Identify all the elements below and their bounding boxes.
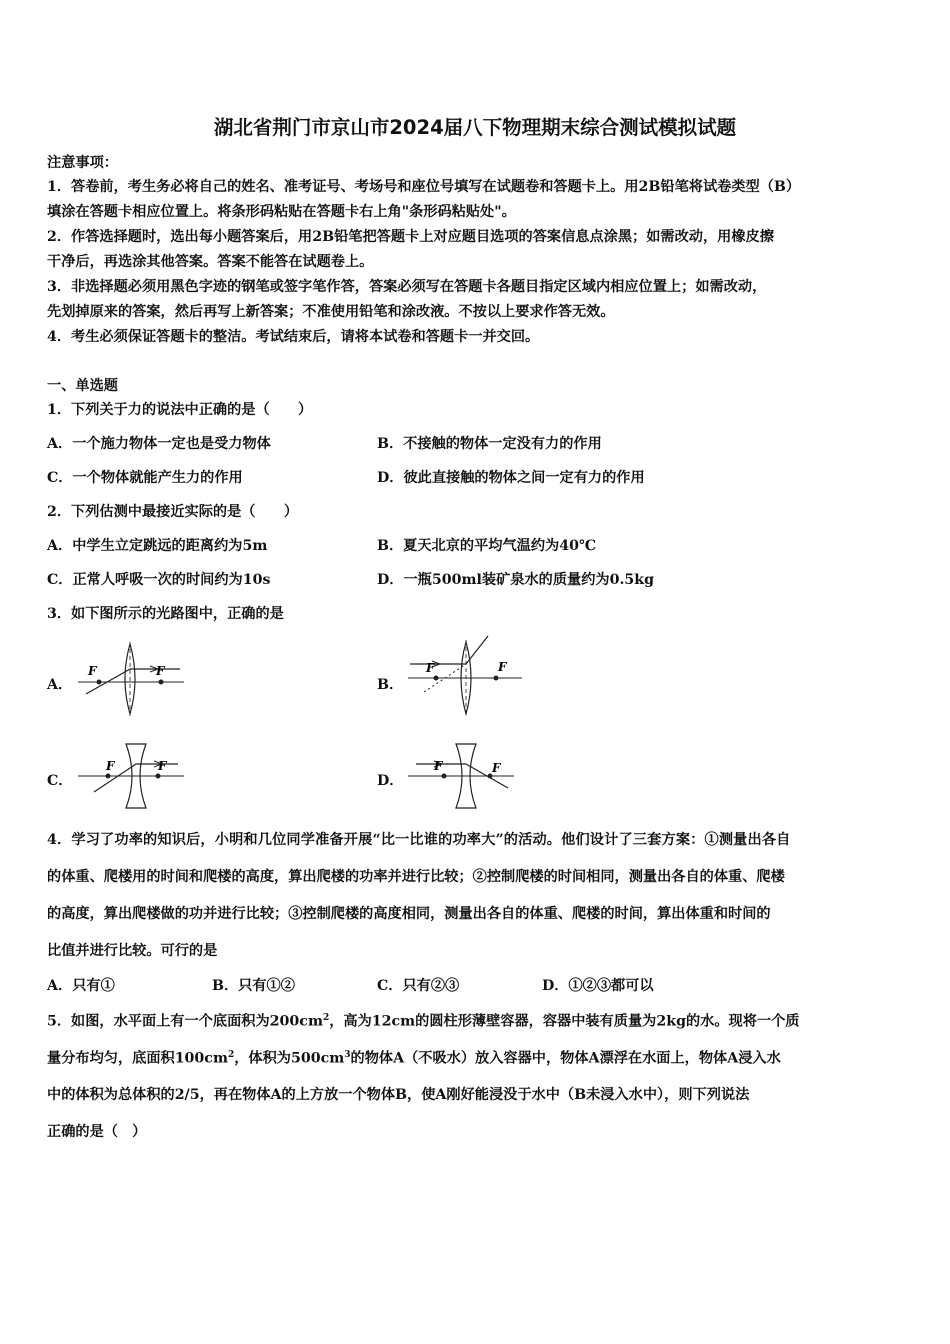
focal-label: F [88, 664, 97, 678]
option-b-label: B． [377, 677, 404, 693]
option-b: B．只有①② [212, 978, 295, 994]
question-line: 量分布均匀，底面积$100cm^2$，体积为$500cm^3$的物体A（不吸水）放入容器中，物体A漂浮在水面上，物体A浸入水 [47, 1050, 781, 1067]
option-a: A．一个施力物体一定也是受力物体 [47, 436, 271, 452]
option-c: C．只有②③ [377, 978, 460, 994]
option-c-label: C． [47, 773, 73, 789]
question-line: 比值并进行比较。可行的是 [47, 943, 218, 959]
option-a: A．只有① [47, 978, 115, 994]
focal-label: F [106, 759, 115, 773]
notice-line: 3．非选择题必须用黑色字迹的钢笔或签字笔作答，答案必须写在答题卡各题目指定区域内相应位置上；如需改动， [47, 279, 767, 295]
notice-heading: 注意事项： [47, 155, 118, 171]
question-line: 中的体积为总体积的2/5，再在物体A的上方放一个物体B，使A刚好能浸没于水中（B未浸入水中），则下列说法 [47, 1087, 750, 1103]
notice-line: 1．答卷前，考生务必将自己的姓名、准考证号、考场号和座位号填写在试题卷和答题卡上。用2B铅笔将试卷类型（B） [47, 179, 801, 195]
option-b: B．夏天北京的平均气温约为40℃ [377, 538, 596, 554]
notice-line: 干净后，再选涂其他答案。答案不能答在试题卷上。 [47, 254, 374, 270]
lens-diagram-d [406, 742, 518, 810]
notice-line: 2．作答选择题时，选出每小题答案后，用2B铅笔把答题卡上对应题目选项的答案信息点涂黑；如需改动，用橡皮擦 [47, 229, 774, 245]
option-c: C．正常人呼吸一次的时间约为10s [47, 572, 271, 588]
notice-line: 4．考生必须保证答题卡的整洁。考试结束后，请将本试卷和答题卡一并交回。 [47, 329, 540, 345]
question-stem: 1．下列关于力的说法中正确的是（ ） [47, 402, 313, 418]
focal-label: F [492, 761, 501, 775]
focal-label: F [434, 759, 443, 773]
question-line: 正确的是（ ） [47, 1124, 147, 1140]
option-a-label: A． [47, 677, 73, 693]
notice-line: 先划掉原来的答案，然后再写上新答案；不准使用铅笔和涂改液。不按以上要求作答无效。 [47, 304, 615, 320]
focal-label: F [498, 660, 507, 674]
focal-label: F [426, 661, 435, 675]
lens-diagram-a [76, 642, 188, 716]
question-line: 的体重、爬楼用的时间和爬楼的高度，算出爬楼的功率并进行比较；②控制爬楼的时间相同，测量出各自的体重、爬楼 [47, 869, 785, 885]
option-d-label: D． [377, 773, 404, 789]
exam-title: 湖北省荆门市京山市2024届八下物理期末综合测试模拟试题 [213, 116, 737, 139]
question-line: 4．学习了功率的知识后，小明和几位同学准备开展“比一比谁的功率大”的活动。他们设计了三套方案：①测量出各自 [47, 832, 791, 848]
question-stem: 3．如下图所示的光路图中，正确的是 [47, 606, 284, 622]
focal-label: F [156, 664, 165, 678]
option-d: D．一瓶500ml装矿泉水的质量约为0.5kg [377, 572, 655, 588]
question-stem: 2．下列估测中最接近实际的是（ ） [47, 504, 299, 520]
option-a: A．中学生立定跳远的距离约为5m [47, 538, 268, 554]
option-c: C．一个物体就能产生力的作用 [47, 470, 243, 486]
question-line: 5．如图，水平面上有一个底面积为$200cm^2$，高为12cm的圆柱形薄壁容器，容器中装有质量为2kg的水。现将一个质 [47, 1013, 800, 1030]
option-b: B．不接触的物体一定没有力的作用 [377, 436, 602, 452]
question-line: 的高度，算出爬楼做的功并进行比较；③控制爬楼的高度相同，测量出各自的体重、爬楼的时间，算出体重和时间的 [47, 906, 771, 922]
lens-diagram-b [406, 634, 524, 716]
section-heading: 一、单选题 [47, 378, 118, 394]
focal-label: F [158, 759, 167, 773]
notice-line: 填涂在答题卡相应位置上。将条形码粘贴在答题卡右上角"条形码粘贴处"。 [47, 204, 516, 220]
lens-diagram-c [76, 742, 188, 810]
option-d: D．彼此直接触的物体之间一定有力的作用 [377, 470, 645, 486]
option-d: D．①②③都可以 [542, 978, 654, 994]
